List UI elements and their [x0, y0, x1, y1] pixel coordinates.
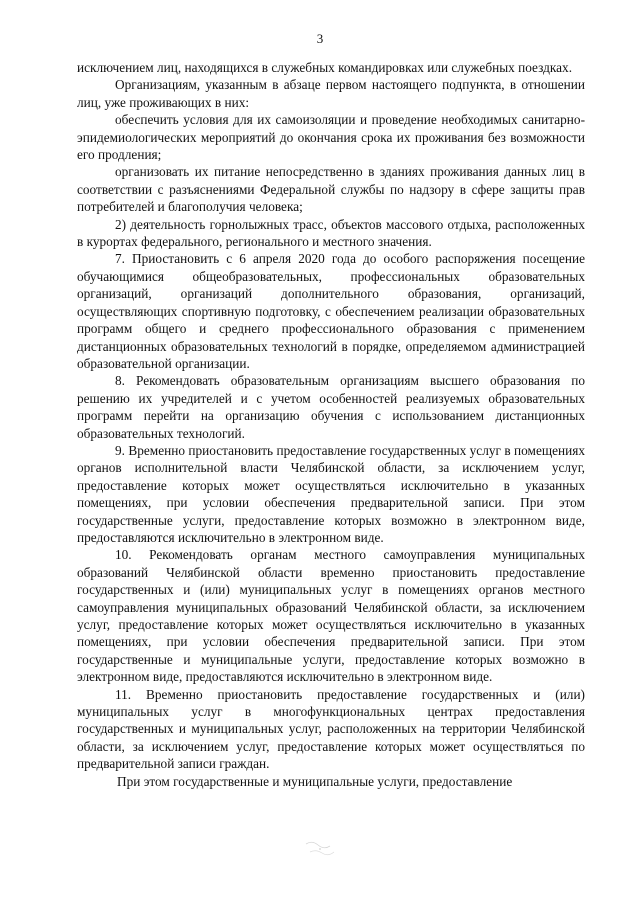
paragraph-self-isolation: обеспечить условия для их самоизоляции и проведение необходимых санитарно-эпидемиологических мероприятий до окончания срока их проживания без возможности его продления;	[77, 112, 585, 163]
paragraph-continuation: исключением лиц, находящихся в служебных командировках или служебных поездках.	[77, 60, 573, 75]
paragraph-item-9: 9. Временно приостановить предоставление государственных услуг в помещениях органов исполнительной власти Челябинской области, за исключением услуг, предоставление которых может осуществляться исключительно в указанных помещениях, при условии обеспечения предварительной записи. При этом государственные услуги, предоставление которых возможно в электронном виде, предоставляются исключительно в электронном виде.	[77, 442, 585, 545]
paragraph-organizations: Организациям, указанным в абзаце первом настоящего подпункта, в отношении лиц, уже проживающих в них:	[77, 77, 585, 110]
paragraph-ski-resorts: 2) деятельность горнолыжных трасс, объектов массового отдыха, расположенных в курортах федерального, регионального и местного значения.	[77, 216, 585, 250]
paragraph-item-10: 10. Рекомендовать органам местного самоуправления муниципальных образований Челябинской области временно приостановить предоставление государственных и (или) муниципальных услуг в помещениях органов местного самоуправления муниципальных образований Челябинской области, за исключением услуг, предоставление которых может осуществляться исключительно в указанных помещениях, при условии обеспечения предварительной записи. При этом государственные и муниципальные услуги, предоставление которых возможно в электронном виде, предоставляются исключительно в электронном виде.	[77, 547, 585, 685]
paragraph-item-11: 11. Временно приостановить предоставление государственных и (или) муниципальных услуг в многофункциональных центрах предоставления государственных и муниципальных услуг, расположенных на территории Челябинской области, за исключением услуг, предоставление которых может осуществляться по предварительной записи граждан.	[77, 686, 585, 772]
paragraph-meals: организовать их питание непосредственно в зданиях проживания данных лиц в соответствии с разъяснениями Федеральной службы по надзору в сфере защиты прав потребителей и благополучия человека;	[77, 164, 585, 215]
page-number: 3	[316, 31, 324, 46]
paragraph-closing-fragment: При этом государственные и муниципальные услуги, предоставление	[117, 773, 513, 789]
paragraph-item-7: 7. Приостановить с 6 апреля 2020 года до особого распоряжения посещение обучающимися общеобразовательных, профессиональных образовательных организаций, организаций дополнительного образования, организаций, осуществляющих спортивную подготовку, с обеспечением реализации образовательных программ общего и среднего профессионального образования с применением дистанционных образовательных технологий в порядке, определяемом администрацией образовательной организации.	[77, 251, 585, 371]
document-body	[77, 59, 585, 790]
stamp-mark	[300, 838, 340, 860]
paragraph-item-8: 8. Рекомендовать образовательным организациям высшего образования по решению их учредителей и с учетом особенностей реализуемых образовательных программ перейти на организацию обучения с использованием дистанционных образовательных технологий.	[77, 373, 585, 441]
